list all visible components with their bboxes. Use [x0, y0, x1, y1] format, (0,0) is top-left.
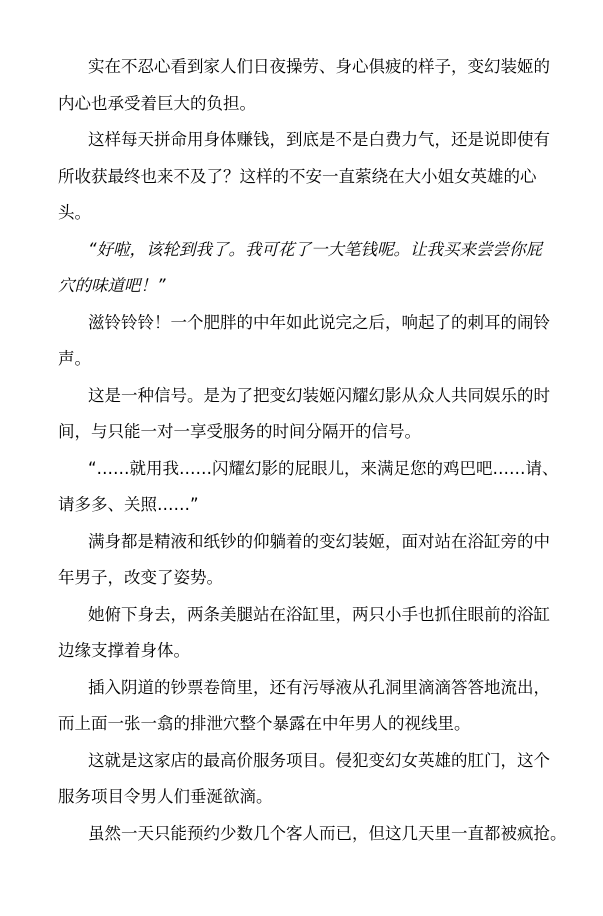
paragraph — [58, 743, 558, 816]
paragraph — [58, 232, 558, 305]
text-line: 间，与只能一对一享受服务的时间分隔开的信号。 — [58, 422, 421, 441]
paragraph — [58, 524, 558, 597]
document-body — [58, 49, 567, 852]
text-line: 虽然一天只能预约少数几个客人而已，但这几天里一直都被疯抢。 — [88, 823, 567, 843]
text-line: 这就是这家店的最高价服务项目。侵犯变幻女英雄的肛门，这个 — [88, 750, 550, 770]
text-line: 这样每天拼命用身体赚钱，到底是不是白费力气，还是说即使有 — [88, 130, 550, 149]
text-line: 所收获最终也来不及了？这样的不安一直萦绕在大小姐女英雄的心 — [58, 166, 537, 186]
paragraph — [58, 49, 558, 122]
text-line: “……就用我……闪耀幻影的屁眼儿，来满足您的鸡巴吧……请、 — [88, 458, 559, 478]
text-line: 这是一种信号。是为了把变幻装姬闪耀幻影从众人共同娱乐的时 — [88, 385, 550, 405]
paragraph — [58, 597, 558, 670]
text-line: 边缘支撑着身体。 — [58, 641, 190, 660]
paragraph — [58, 305, 558, 378]
text-line: “好啦，该轮到我了。我可花了一大笔钱呢。让我买来尝尝你屁 — [88, 239, 543, 259]
paragraph — [58, 378, 558, 451]
paragraph — [58, 670, 558, 743]
paragraph — [58, 816, 567, 853]
text-line: 插入阴道的钞票卷筒里，还有污辱液从孔洞里滴滴答答地流出， — [88, 677, 550, 697]
text-line: 服务项目令男人们垂涎欲滴。 — [58, 787, 273, 806]
text-line: 穴的味道吧！” — [58, 276, 166, 295]
text-line: 实在不忍心看到家人们日夜操劳、身心俱疲的样子，变幻装姬的 — [88, 57, 550, 76]
text-line: 声。 — [58, 349, 91, 368]
paragraph — [58, 451, 558, 524]
text-line: 她俯下身去，两条美腿站在浴缸里，两只小手也抓住眼前的浴缸 — [88, 604, 550, 624]
text-line: 滋铃铃铃！一个肥胖的中年如此说完之后，响起了的刺耳的闹铃 — [88, 312, 550, 332]
paragraph — [58, 122, 558, 232]
text-line: 满身都是精液和纸钞的仰躺着的变幻装姬，面对站在浴缸旁的中 — [88, 531, 550, 551]
text-line: 年男子，改变了姿势。 — [58, 568, 223, 587]
text-line: 内心也承受着巨大的负担。 — [58, 93, 256, 113]
text-line: 请多多、关照……” — [58, 495, 199, 514]
text-line: 而上面一张一翕的排泄穴整个暴露在中年男人的视线里。 — [58, 714, 471, 733]
text-line: 头。 — [58, 203, 91, 222]
